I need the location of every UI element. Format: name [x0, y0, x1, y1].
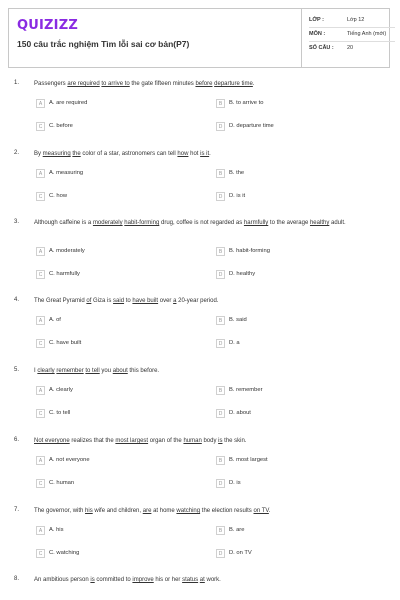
answer-option-a[interactable] [36, 456, 186, 468]
meta-subject-label: MÔN : [309, 31, 326, 37]
answer-option-a[interactable] [36, 99, 186, 111]
underlined-segment: his [85, 508, 93, 514]
option-text: B. remember [229, 387, 263, 393]
text-segment: color of a star, astronomers can tell [80, 151, 178, 157]
option-letter-box[interactable]: C [36, 122, 45, 131]
option-text: D. about [229, 410, 251, 416]
underlined-segment: about [112, 368, 128, 374]
answer-option-b[interactable] [216, 169, 366, 181]
text-segment: to [124, 298, 133, 304]
answer-option-c[interactable] [36, 339, 186, 351]
text-segment: the gate fifteen minutes [129, 81, 196, 87]
text-segment: to the average [268, 220, 310, 226]
option-letter-box[interactable]: C [36, 549, 45, 558]
answer-option-d[interactable] [216, 192, 366, 204]
option-letter-box[interactable]: B [216, 526, 225, 535]
answer-option-d[interactable] [216, 409, 366, 421]
option-text: A. of [49, 317, 61, 323]
underlined-segment: of [86, 298, 92, 304]
answer-option-c[interactable] [36, 549, 186, 561]
option-letter-box[interactable]: C [36, 270, 45, 279]
question-number: 7. [14, 507, 20, 513]
underlined-segment: said [113, 298, 125, 304]
underlined-segment: harmfully [243, 220, 269, 226]
option-text: C. before [49, 123, 73, 129]
option-text: D. is [229, 480, 241, 486]
answer-option-d[interactable] [216, 122, 366, 134]
option-letter-box[interactable]: A [36, 99, 45, 108]
text-segment: The Great Pyramid [34, 298, 87, 304]
underlined-segment: status [182, 577, 199, 583]
text-segment: Although caffeine is a [34, 220, 93, 226]
option-letter-box[interactable]: A [36, 526, 45, 535]
question-number: 4. [14, 297, 20, 303]
text-segment: The governor, with [34, 508, 86, 514]
answer-option-b[interactable] [216, 316, 366, 328]
option-letter-box[interactable]: B [216, 386, 225, 395]
option-letter-box[interactable]: D [216, 270, 225, 279]
answer-option-c[interactable] [36, 122, 186, 134]
answer-option-d[interactable] [216, 479, 366, 491]
underlined-segment: is [90, 577, 95, 583]
option-text: D. on TV [229, 550, 252, 556]
text-segment: over [158, 298, 174, 304]
option-text: B. to arrive to [229, 100, 264, 106]
underlined-segment: Not everyone [34, 438, 70, 444]
question-number: 6. [14, 437, 20, 443]
answer-option-b[interactable] [216, 247, 366, 259]
underlined-segment: watching [176, 508, 201, 514]
option-text: A. not everyone [49, 457, 90, 463]
meta-subject [309, 31, 397, 43]
question-text [34, 437, 384, 446]
option-text: D. a [229, 340, 240, 346]
worksheet-title: 150 câu trắc nghiệm Tìm lỗi sai cơ bản(P7) [17, 39, 190, 49]
meta-count-value: 20 [347, 45, 354, 51]
underlined-segment: are [142, 508, 152, 514]
option-letter-box[interactable]: C [36, 479, 45, 488]
option-text: A. moderately [49, 248, 85, 254]
text-segment: . [268, 508, 271, 514]
answer-option-b[interactable] [216, 99, 366, 111]
text-segment: hot [188, 151, 201, 157]
text-segment: the skin. [222, 438, 247, 444]
underlined-segment: a [173, 298, 177, 304]
underlined-segment: most largest [115, 438, 149, 444]
meta-grade [309, 17, 397, 29]
question-text [34, 367, 384, 376]
meta-grade-label: LỚP : [309, 17, 324, 23]
text-segment: organ of the [148, 438, 184, 444]
text-segment: this before. [127, 368, 160, 374]
option-text: B. are [229, 527, 245, 533]
text-segment: By [34, 151, 43, 157]
underlined-segment: departure time [214, 81, 253, 87]
answer-option-a[interactable] [36, 169, 186, 181]
text-segment: work. [204, 577, 221, 583]
option-letter-box[interactable]: A [36, 169, 45, 178]
question-text [34, 80, 384, 89]
meta-grade-value: Lớp 12 [347, 17, 365, 23]
worksheet-header [8, 8, 390, 68]
underlined-segment: is it [200, 151, 210, 157]
option-letter-box[interactable]: D [216, 339, 225, 348]
option-letter-box[interactable]: C [36, 409, 45, 418]
option-text: A. measuring [49, 170, 84, 176]
answer-option-c[interactable] [36, 479, 186, 491]
meta-divider [309, 41, 395, 42]
option-letter-box[interactable]: A [36, 456, 45, 465]
meta-count [309, 45, 397, 57]
option-text: A. are required [49, 100, 88, 106]
option-text: A. clearly [49, 387, 73, 393]
text-segment: An ambitious person [34, 577, 91, 583]
answer-option-d[interactable] [216, 549, 366, 561]
question-text [34, 150, 384, 159]
question-text [34, 297, 384, 306]
option-text: C. to tell [49, 410, 71, 416]
text-segment: his or her [153, 577, 183, 583]
text-segment: . [209, 151, 211, 157]
underlined-segment: on TV [253, 508, 269, 514]
answer-option-c[interactable] [36, 409, 186, 421]
option-text: C. harmfully [49, 271, 80, 277]
underlined-segment: to tell [85, 368, 100, 374]
underlined-segment: to arrive to [101, 81, 130, 87]
option-letter-box[interactable]: B [216, 99, 225, 108]
option-text: C. have built [49, 340, 82, 346]
question-number: 3. [14, 219, 20, 225]
option-letter-box[interactable]: D [216, 549, 225, 558]
text-segment: realizes that the [69, 438, 116, 444]
underlined-segment: measuring [42, 151, 71, 157]
text-segment: committed to [94, 577, 133, 583]
question-number: 8. [14, 576, 20, 582]
answer-option-a[interactable] [36, 247, 186, 259]
underlined-segment: moderately [92, 220, 123, 226]
underlined-segment: clearly [37, 368, 55, 374]
underlined-segment: is [218, 438, 223, 444]
question-text [34, 576, 384, 585]
option-letter-box[interactable]: D [216, 192, 225, 201]
underlined-segment: improve [132, 577, 154, 583]
underlined-segment: remember [56, 368, 84, 374]
option-letter-box[interactable]: B [216, 316, 225, 325]
question-text [34, 507, 384, 516]
answer-option-a[interactable] [36, 386, 186, 398]
quizizz-logo: QUIZIZZ [17, 18, 78, 33]
meta-divider [309, 27, 395, 28]
answer-option-b[interactable] [216, 456, 366, 468]
option-text: D. departure time [229, 123, 274, 129]
answer-option-a[interactable] [36, 526, 186, 538]
option-text: A. his [49, 527, 64, 533]
answer-option-b[interactable] [216, 526, 366, 538]
option-text: D. healthy [229, 271, 256, 277]
question-text [34, 219, 384, 228]
option-text: D. is it [229, 193, 246, 199]
answer-option-a[interactable] [36, 316, 186, 328]
text-segment: at home [151, 508, 177, 514]
option-letter-box[interactable]: C [36, 339, 45, 348]
underlined-segment: have built [132, 298, 159, 304]
option-letter-box[interactable]: A [36, 247, 45, 256]
option-letter-box[interactable]: B [216, 169, 225, 178]
text-segment: adult. [329, 220, 346, 226]
header-divider [301, 9, 302, 67]
question-number: 2. [14, 150, 20, 156]
text-segment: drug, coffee is not regarded as [159, 220, 244, 226]
option-text: C. watching [49, 550, 80, 556]
option-text: B. habit-forming [229, 248, 270, 254]
answer-option-c[interactable] [36, 192, 186, 204]
question-number: 1. [14, 80, 20, 86]
answer-option-d[interactable] [216, 339, 366, 351]
text-segment: Giza is [91, 298, 114, 304]
underlined-segment: how [177, 151, 189, 157]
option-text: B. most largest [229, 457, 268, 463]
option-letter-box[interactable]: D [216, 122, 225, 131]
text-segment: wife and children, [92, 508, 143, 514]
answer-option-b[interactable] [216, 386, 366, 398]
answer-option-d[interactable] [216, 270, 366, 282]
option-text: B. the [229, 170, 245, 176]
option-letter-box[interactable]: B [216, 247, 225, 256]
option-letter-box[interactable]: C [36, 192, 45, 201]
meta-count-label: SỐ CÂU : [309, 45, 334, 51]
option-text: C. how [49, 193, 68, 199]
text-segment: 20-year period. [176, 298, 219, 304]
option-letter-box[interactable]: A [36, 386, 45, 395]
option-text: C. human [49, 480, 75, 486]
text-segment: I [34, 368, 38, 374]
text-segment: . [252, 81, 255, 87]
option-letter-box[interactable]: B [216, 456, 225, 465]
underlined-segment: are required [67, 81, 100, 87]
underlined-segment: habit-forming [124, 220, 160, 226]
text-segment: body [201, 438, 219, 444]
text-segment: you [99, 368, 113, 374]
option-text: B. said [229, 317, 247, 323]
option-letter-box[interactable]: D [216, 409, 225, 418]
underlined-segment: human [183, 438, 202, 444]
question-number: 5. [14, 367, 20, 373]
underlined-segment: healthy [309, 220, 330, 226]
text-segment: the election results [200, 508, 254, 514]
option-letter-box[interactable]: D [216, 479, 225, 488]
text-segment: Passengers [34, 81, 68, 87]
meta-subject-value: Tiếng Anh (mới) [347, 31, 387, 37]
underlined-segment: at [199, 577, 205, 583]
underlined-segment: the [72, 151, 81, 157]
answer-option-c[interactable] [36, 270, 186, 282]
option-letter-box[interactable]: A [36, 316, 45, 325]
underlined-segment: before [195, 81, 213, 87]
